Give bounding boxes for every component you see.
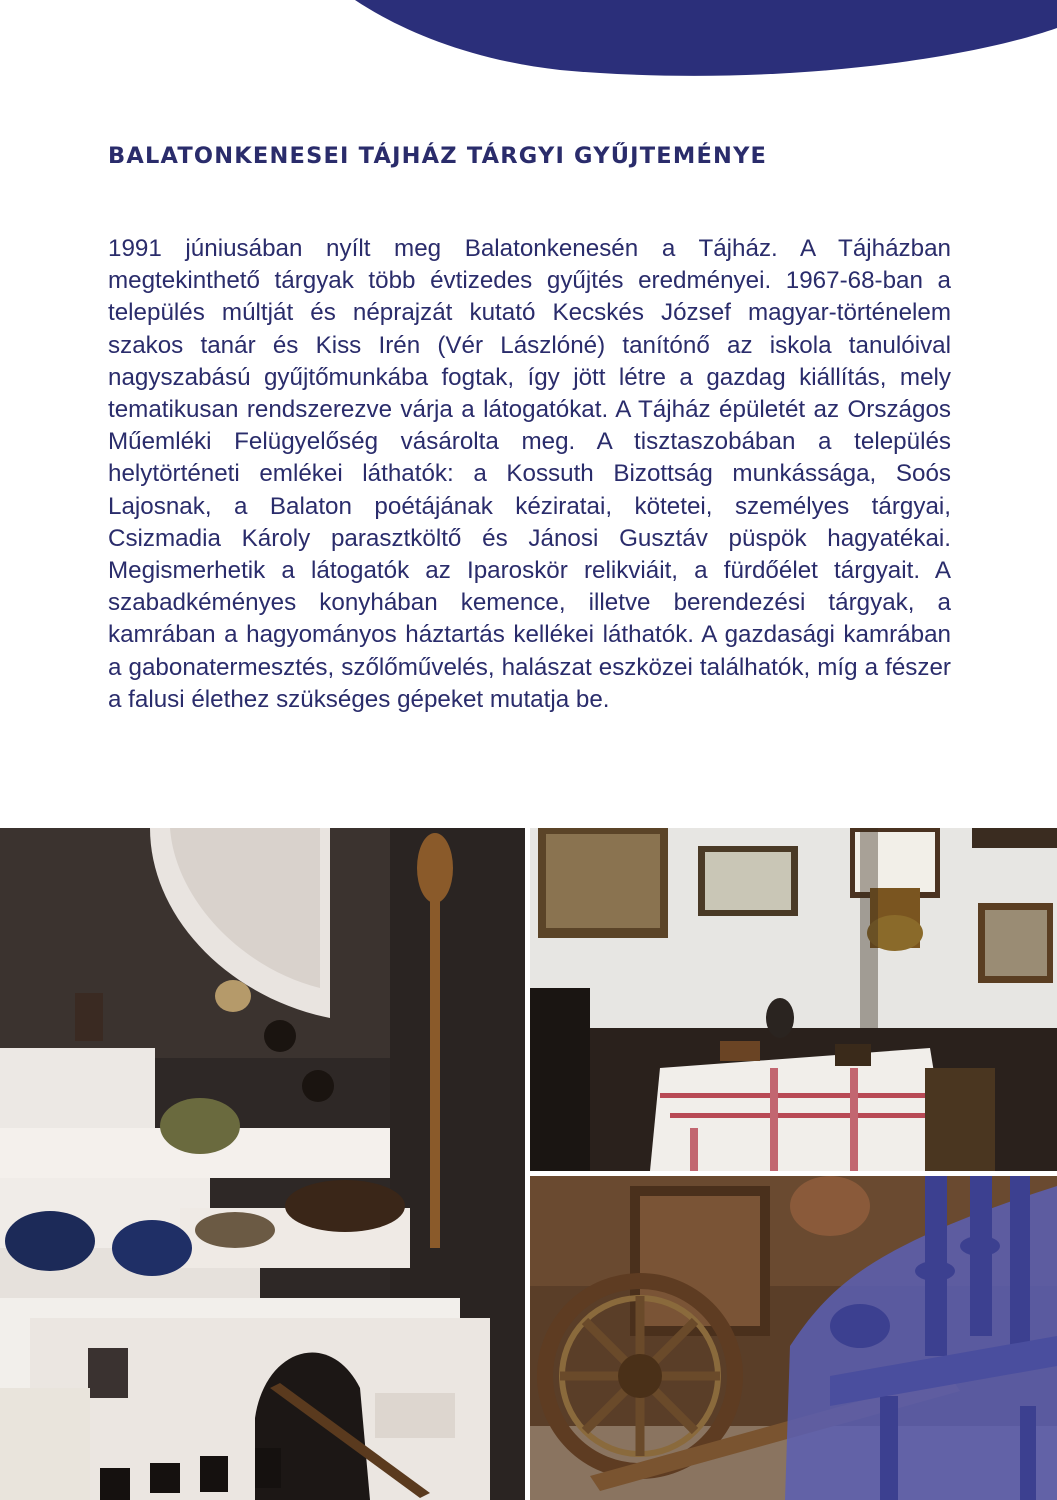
parlour-room-photo: [530, 828, 1057, 1171]
kitchen-stove-photo: [0, 828, 525, 1500]
page-title: BALATONKENESEI TÁJHÁZ TÁRGYI GYŰJTEMÉNYE: [108, 143, 768, 169]
spinning-wheel-photo: [530, 1176, 1057, 1500]
body-paragraph: 1991 júniusában nyílt meg Balatonkenesén a Tájház. A Tájházban megtekinthető tárgyak több évtizedes gyűjtés eredményei. 1967-68-ban a település múltját és néprajzát kutató Kecskés József magyar-történelem szakos tanár és Kiss Irén (Vér Lászlóné) tanítónő az iskola tanulóival nagyszabású gyűjtőmunkába fogtak, így jött létre a gazdag kiállítás, mely tematikusan rendszerezve várja a látogatókat. A Tájház épületét az Országos Műemléki Felügyelőség vásárolta meg. A tisztaszobában a település helytörténeti emlékei láthatók: a Kossuth Bizottság munkássága, Soós Lajosnak, a Balaton poétájának kéziratai, kötetei, személyes tárgyai, Csizmadia Károly parasztköltő és Jánosi Gusztáv püspök hagyatékai. Megismerhetik a látogatók az Iparoskör relikviáit, a fürdőélet tárgyait. A szabadkéményes konyhában kemence, illetve berendezési tárgyak, a kamrában a hagyományos háztartás kellékei láthatók. A gazdasági kamrában a gabonatermesztés, szőlőművelés, halászat eszközei találhatók, míg a fészer a falusi élethez szükséges gépeket mutatja be.: [108, 235, 951, 713]
top-wave-decoration: [0, 0, 1057, 90]
